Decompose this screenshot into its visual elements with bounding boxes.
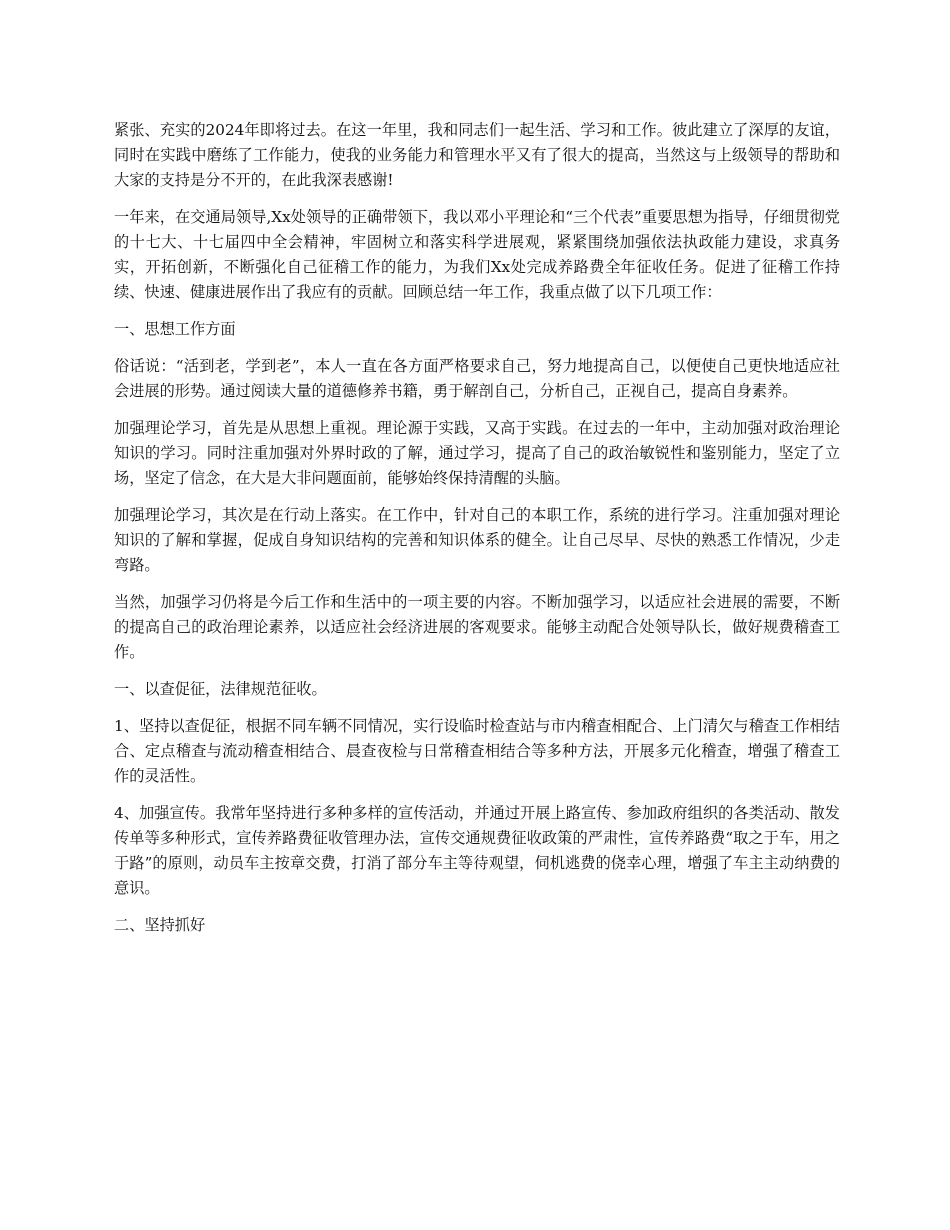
- paragraph-item-4: 4、加强宣传。我常年坚持进行多种多样的宣传活动，并通过开展上路宣传、参加政府组织的各类活动、散发传单等多种形式，宣传养路费征收管理办法，宣传交通规费征收政策的严肃性，宣传养路费“取之于车，用之于路”的原则，动员车主按章交费，打消了部分车主等待观望，伺机逃费的侥幸心理，增强了车主主动纳费的意识。: [114, 804, 840, 897]
- document-body: [114, 118, 840, 950]
- paragraph-theory-study-second: 加强理论学习，其次是在行动上落实。在工作中，针对自己的本职工作，系统的进行学习。注重加强对理论知识的了解和掌握，促成自身知识结构的完善和知识体系的健全。让自己尽早、尽快的熟悉工作情况，少走弯路。: [114, 506, 840, 574]
- paragraph-theory-study-first: 加强理论学习，首先是从思想上重视。理论源于实践，又高于实践。在过去的一年中，主动加强对政治理论知识的学习。同时注重加强对外界时政的了解，通过学习，提高了自己的政治敏锐性和鉴别能力，坚定了立场，坚定了信念，在大是大非问题面前，能够始终保持清醒的头脑。: [114, 419, 840, 487]
- section-heading-thought-work: 一、思想工作方面: [114, 320, 236, 338]
- paragraph-item-1: 1、坚持以查促征，根据不同车辆不同情况，实行设临时检查站与市内稽查相配合、上门清欠与稽查工作相结合、定点稽查与流动稽查相结合、晨查夜检与日常稽查相结合等多种方法，开展多元化稽查，增强了稽查工作的灵活性。: [114, 717, 840, 785]
- paragraph-overview: 一年来，在交通局领导,Xx处领导的正确带领下，我以邓小平理论和“三个代表”重要思想为指导，仔细贯彻党的十七大、十七届四中全会精神，牢固树立和落实科学进展观，紧紧围绕加强依法执政能力建设，求真务实，开拓创新，不断强化自己征稽工作的能力，为我们Xx处完成养路费全年征收任务。促进了征稽工作持续、快速、健康进展作出了我应有的贡献。回顾总结一年工作，我重点做了以下几项工作：: [114, 208, 840, 301]
- section-heading-inspection: 一、以查促征，法律规范征收。: [114, 680, 327, 698]
- paragraph-continued-study: 当然，加强学习仍将是今后工作和生活中的一项主要的内容。不断加强学习，以适应社会进展的需要，不断的提高自己的政治理论素养，以适应社会经济进展的客观要求。能够主动配合处领导队长，做好规费稽查工作。: [114, 593, 840, 661]
- paragraph-intro: 紧张、充实的2024年即将过去。在这一年里，我和同志们一起生活、学习和工作。彼此建立了深厚的友谊，同时在实践中磨练了工作能力，使我的业务能力和管理水平又有了很大的提高，当然这与上级领导的帮助和大家的支持是分不开的，在此我深表感谢!: [114, 121, 840, 189]
- paragraph-self-improvement: 俗话说：“活到老，学到老”，本人一直在各方面严格要求自己，努力地提高自己，以便使自己更快地适应社会进展的形势。通过阅读大量的道德修养书籍，勇于解剖自己，分析自己，正视自己，提高自身素养。: [114, 357, 840, 400]
- section-heading-second: 二、坚持抓好: [114, 916, 206, 934]
